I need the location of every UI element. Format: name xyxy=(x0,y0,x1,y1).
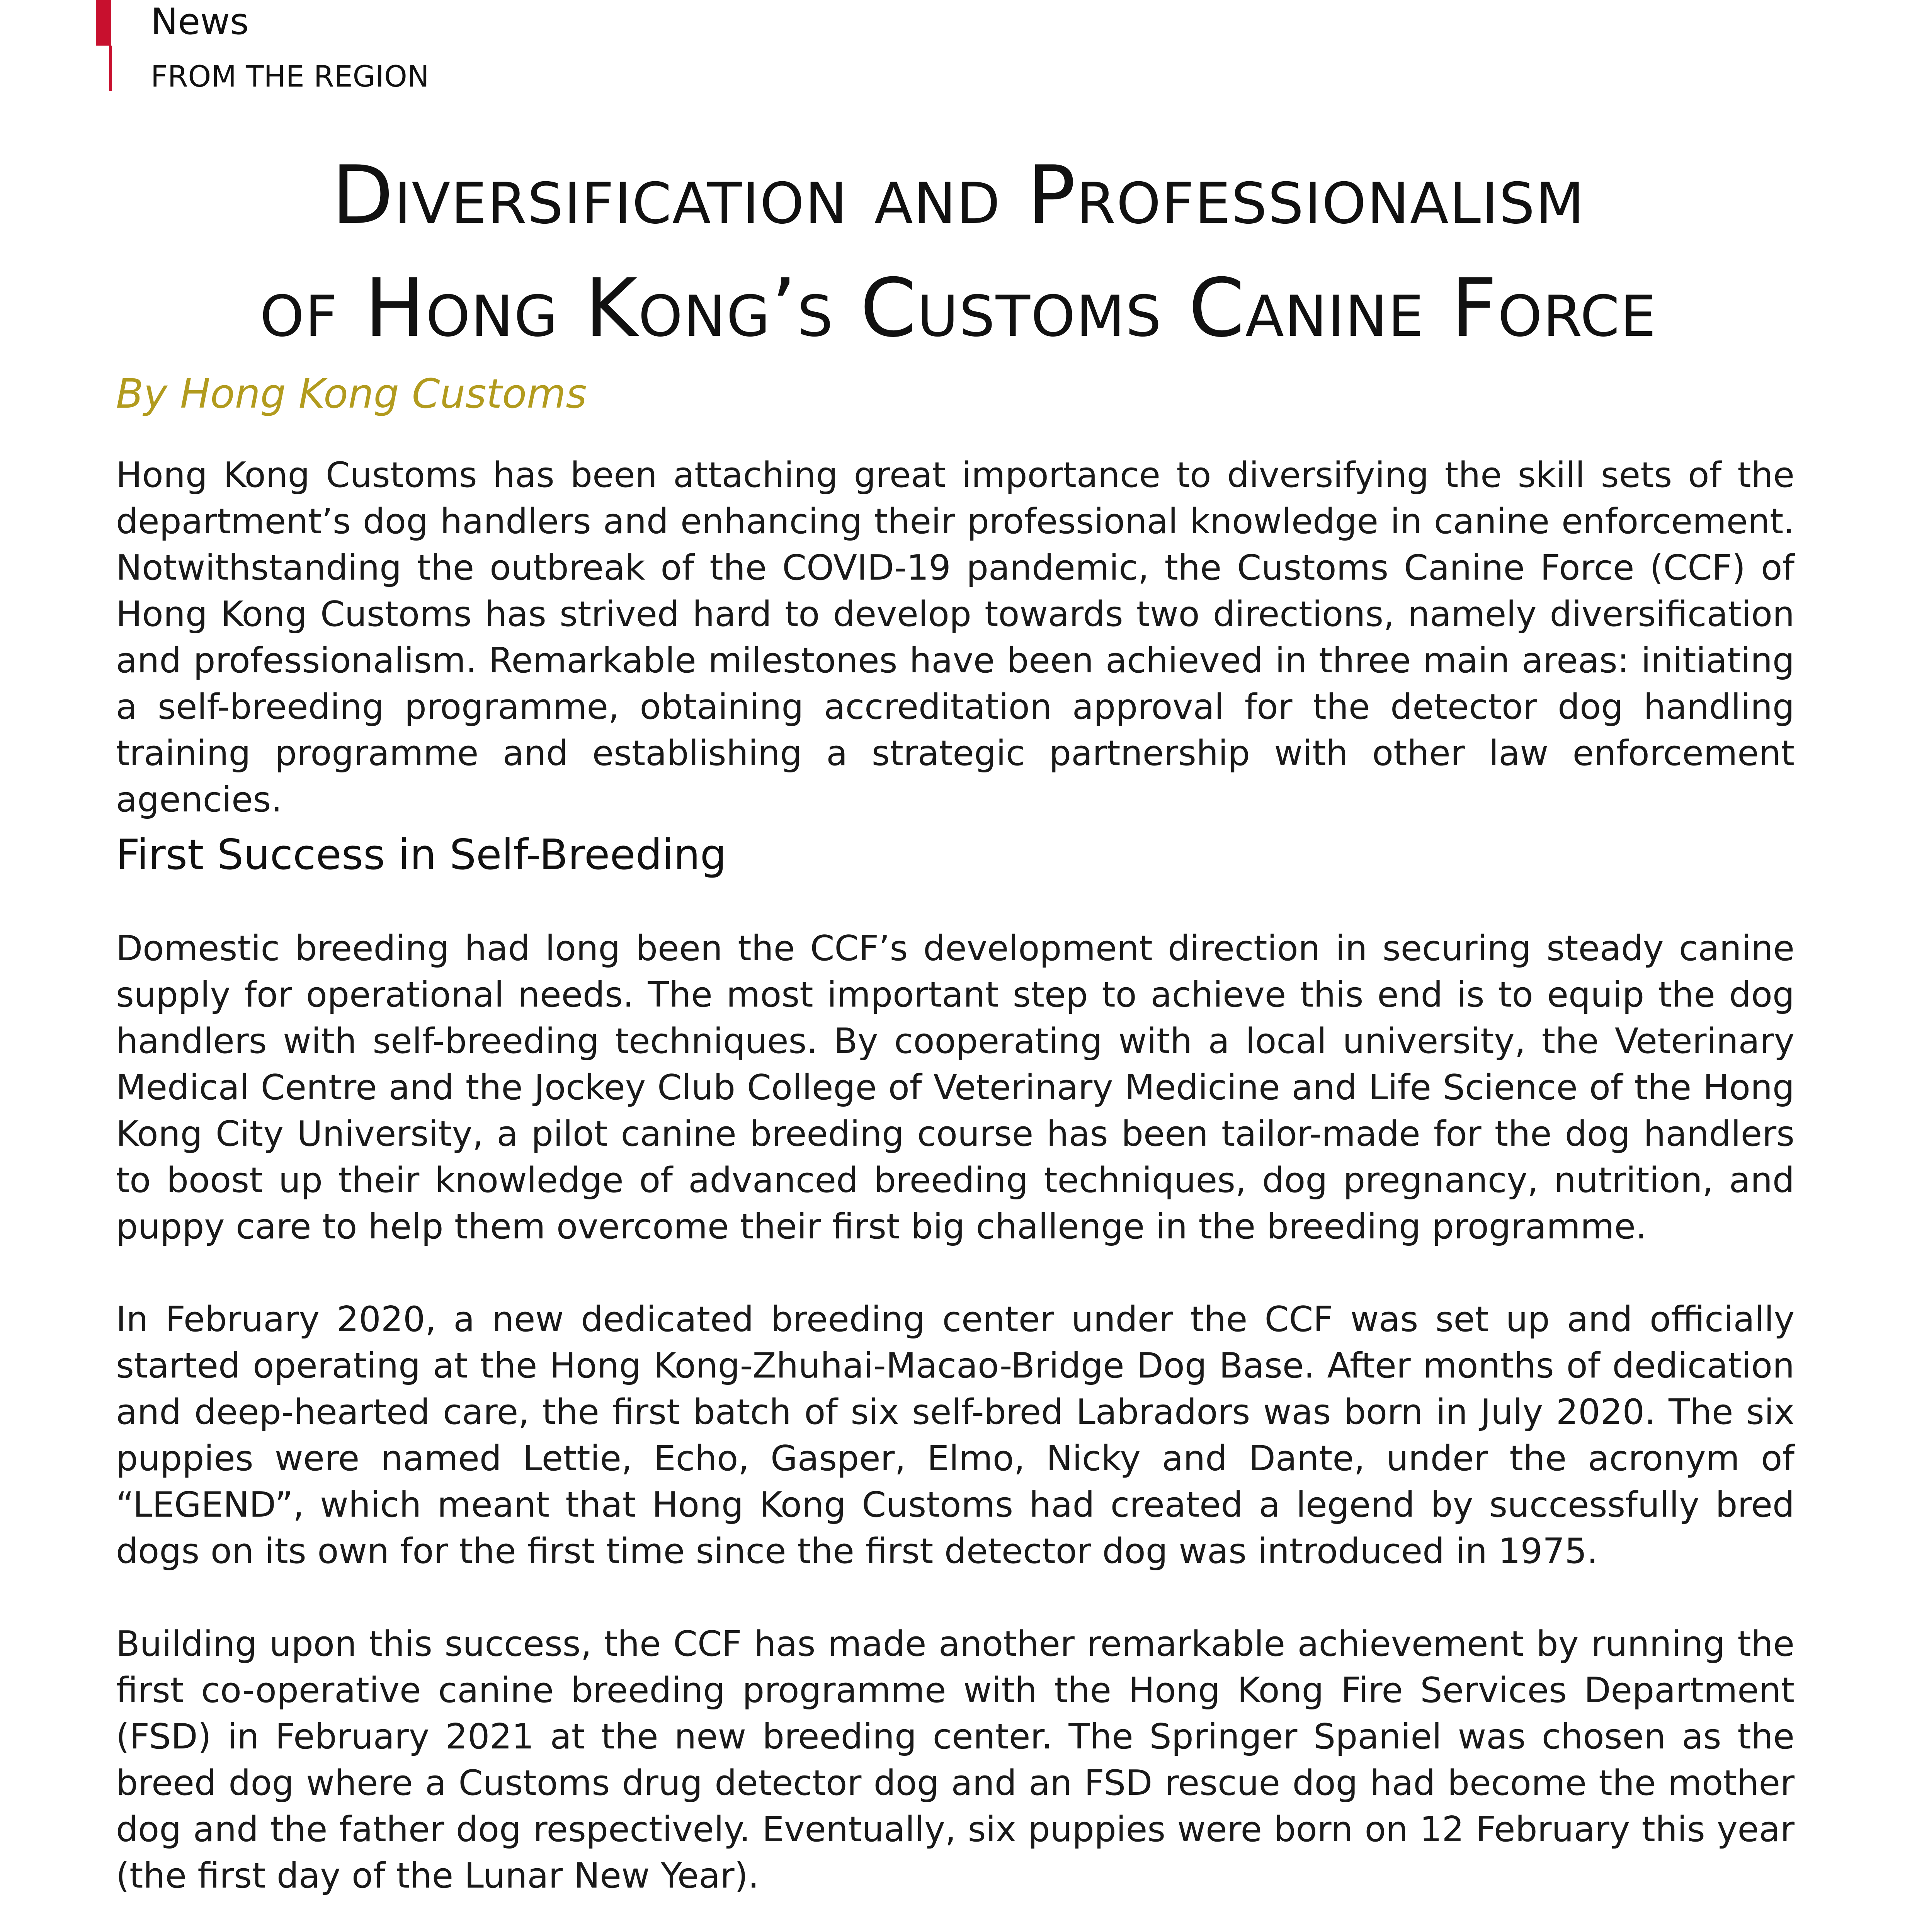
article-title-line-1: Diversification and Professionalism xyxy=(332,149,1585,242)
section-sublabel: FROM THE REGION xyxy=(151,59,429,94)
intro-paragraph: Hong Kong Customs has been attaching great importance to diversifying the skill sets of the department’s dog handlers and enhancing their professional knowledge in canine enforcement. Notwithstanding the outbreak of the COVID-19 pandemic, the Customs Canine Force (CCF) of Hong Kong Customs has strived hard to develop towards two directions, namely diversification and professionalism. Remarkable milestones have been achieved in three main areas: initiating a self-breeding programme, obtaining accreditation approval for the detector dog handling training programme and establishing a strategic partnership with other law enforcement agencies. xyxy=(116,455,1795,820)
section-accent-bar xyxy=(96,0,111,46)
article-title xyxy=(116,139,1801,365)
section-accent-line xyxy=(109,46,112,91)
body-paragraph-breeding-center: In February 2020, a new dedicated breeding center under the CCF was set up and officially started operating at the Hong Kong-Zhuhai-Macao-Bridge Dog Base. After months of dedication and deep-hearted care, the first batch of six self-bred Labradors was born in July 2020. The six puppies were named Lettie, Echo, Gasper, Elmo, Nicky and Dante, under the acronym of “LEGEND”, which meant that Hong Kong Customs had created a legend by successfully bred dogs on its own for the first time since the first detector dog was introduced in 1975. xyxy=(116,1299,1795,1571)
body-paragraph-breeding-course: Domestic breeding had long been the CCF’s development direction in securing steady canine supply for operational needs. The most important step to achieve this end is to equip the dog handlers with self-breeding techniques. By cooperating with a local university, the Veterinary Medical Centre and the Jockey Club College of Veterinary Medicine and Life Science of the Hong Kong City University, a pilot canine breeding course has been tailor-made for the dog handlers to boost up their knowledge of advanced breeding techniques, dog pregnancy, nutrition, and puppy care to help them overcome their first big challenge in the breeding programme. xyxy=(116,928,1795,1247)
body-paragraph-cooperative-programme: Building upon this success, the CCF has made another remarkable achievement by running the first co-operative canine breeding programme with the Hong Kong Fire Services Department (FSD) in February 2021 at the new breeding center. The Springer Spaniel was chosen as the breed dog where a Customs drug detector dog and an FSD rescue dog had become the mother dog and the father dog respectively. Eventually, six puppies were born on 12 February this year (the first day of the Lunar New Year). xyxy=(116,1624,1795,1896)
section-heading: First Success in Self-Breeding xyxy=(116,831,727,879)
article-byline: By Hong Kong Customs xyxy=(116,370,587,417)
section-label: News xyxy=(151,1,249,43)
article-title-line-2: of Hong Kong’s Customs Canine Force xyxy=(260,262,1657,355)
